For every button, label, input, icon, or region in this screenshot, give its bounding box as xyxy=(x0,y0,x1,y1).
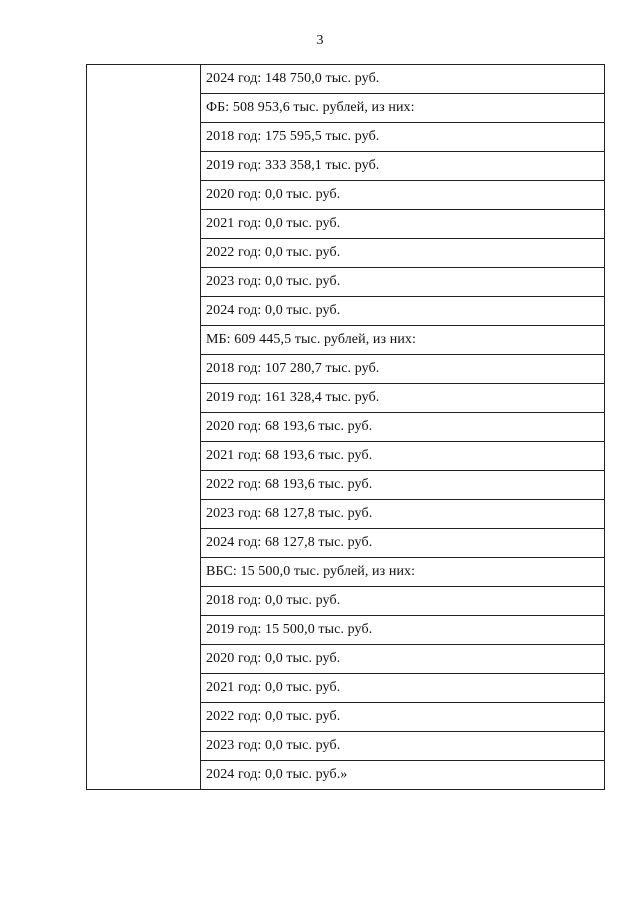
table-value-cell: 2019 год: 15 500,0 тыс. руб. xyxy=(201,616,605,645)
table-value-cell: 2021 год: 0,0 тыс. руб. xyxy=(201,210,605,239)
table-value-cell: 2020 год: 68 193,6 тыс. руб. xyxy=(201,413,605,442)
table-value-cell: 2024 год: 148 750,0 тыс. руб. xyxy=(201,65,605,94)
table-value-cell: 2024 год: 0,0 тыс. руб. xyxy=(201,297,605,326)
table-value-cell: 2020 год: 0,0 тыс. руб. xyxy=(201,181,605,210)
table-value-cell: 2022 год: 0,0 тыс. руб. xyxy=(201,703,605,732)
table-left-cell xyxy=(87,65,201,790)
table-value-cell: 2023 год: 0,0 тыс. руб. xyxy=(201,732,605,761)
table-value-cell: 2023 год: 0,0 тыс. руб. xyxy=(201,268,605,297)
table-value-cell: 2023 год: 68 127,8 тыс. руб. xyxy=(201,500,605,529)
table-value-cell: 2024 год: 0,0 тыс. руб.» xyxy=(201,761,605,790)
page-number: 3 xyxy=(316,33,324,48)
funding-table xyxy=(86,64,605,790)
table-value-cell: ВБС: 15 500,0 тыс. рублей, из них: xyxy=(201,558,605,587)
table-row xyxy=(87,65,605,94)
table-value-cell: 2019 год: 161 328,4 тыс. руб. xyxy=(201,384,605,413)
table-value-cell: ФБ: 508 953,6 тыс. рублей, из них: xyxy=(201,94,605,123)
table-value-cell: 2021 год: 68 193,6 тыс. руб. xyxy=(201,442,605,471)
table-value-cell: 2018 год: 107 280,7 тыс. руб. xyxy=(201,355,605,384)
table-value-cell: МБ: 609 445,5 тыс. рублей, из них: xyxy=(201,326,605,355)
table-value-cell: 2022 год: 68 193,6 тыс. руб. xyxy=(201,471,605,500)
table-value-cell: 2019 год: 333 358,1 тыс. руб. xyxy=(201,152,605,181)
table-value-cell: 2018 год: 0,0 тыс. руб. xyxy=(201,587,605,616)
funding-table-body xyxy=(87,65,605,790)
table-value-cell: 2022 год: 0,0 тыс. руб. xyxy=(201,239,605,268)
table-value-cell: 2020 год: 0,0 тыс. руб. xyxy=(201,645,605,674)
table-value-cell: 2018 год: 175 595,5 тыс. руб. xyxy=(201,123,605,152)
table-value-cell: 2021 год: 0,0 тыс. руб. xyxy=(201,674,605,703)
table-value-cell: 2024 год: 68 127,8 тыс. руб. xyxy=(201,529,605,558)
